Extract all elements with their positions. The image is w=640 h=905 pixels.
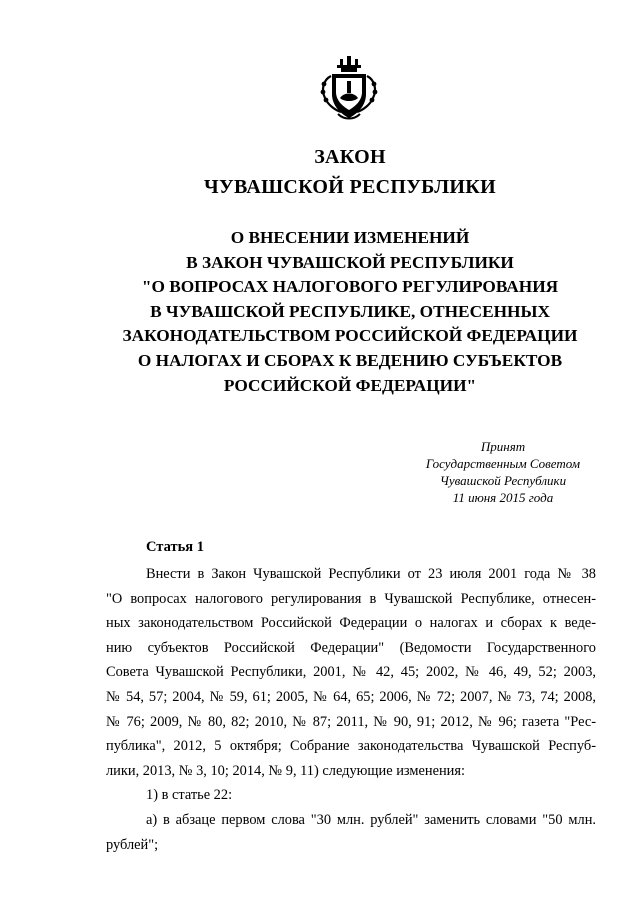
body-line: публика", 2012, 5 октября; Собрание законодательства Чувашской Респуб- [106, 738, 596, 755]
subject-line: О НАЛОГАХ И СБОРАХ К ВЕДЕНИЮ СУБЪЕКТОВ [137, 350, 563, 370]
law-subject-title [0, 226, 640, 398]
adoption-line: Государственным Советом [425, 456, 581, 471]
body-line: Внести в Закон Чувашской Республики от 23 июля 2001 года № 38 [146, 566, 596, 582]
body-line: № 76; 2009, № 80, 82; 2010, № 87; 2011, № 90, 91; 2012, № 96; газета "Рес- [106, 713, 596, 730]
article-heading: Статья 1 [146, 539, 204, 555]
body-line: рублей"; [106, 836, 159, 853]
subject-line: В ЗАКОН ЧУВАШСКОЙ РЕСПУБЛИКИ [186, 252, 514, 272]
adoption-line: Чувашской Республики [439, 473, 567, 488]
body-line: "О вопросах налогового регулирования в Чувашской Республике, отнесен- [106, 590, 596, 607]
body-line: нию субъектов Российской Федерации" (Ведомости Государственного [106, 639, 596, 656]
document-issuer-title: ЧУВАШСКОЙ РЕСПУБЛИКИ [204, 176, 496, 198]
body-line: № 54, 57; 2004, № 59, 61; 2005, № 64, 65; 2006, № 72; 2007, № 73, 74; 2008, [106, 688, 596, 705]
subject-line: "О ВОПРОСАХ НАЛОГОВОГО РЕГУЛИРОВАНИЯ [141, 277, 559, 297]
amendment-subitem: а) в абзаце первом слова "30 млн. рублей" заменить словами "50 млн. [146, 811, 596, 828]
body-line: лики, 2013, № 3, 10; 2014, № 9, 11) следующие изменения: [106, 762, 465, 779]
adoption-date: 11 июня 2015 года [452, 490, 554, 505]
subject-line: О ВНЕСЕНИИ ИЗМЕНЕНИЙ [230, 228, 470, 247]
article-body [106, 562, 596, 857]
document-type-title: ЗАКОН [314, 146, 386, 168]
amendment-item: 1) в статье 22: [146, 787, 233, 804]
subject-line: В ЧУВАШСКОЙ РЕСПУБЛИКЕ, ОТНЕСЕННЫХ [150, 301, 550, 321]
adoption-line: Принят [480, 439, 526, 454]
subject-line: ЗАКОНОДАТЕЛЬСТВОМ РОССИЙСКОЙ ФЕДЕРАЦИИ [122, 326, 578, 346]
subject-line: РОССИЙСКОЙ ФЕДЕРАЦИИ" [223, 375, 477, 395]
body-line: ных законодательством Российской Федерации о налогах и сборах к веде- [106, 615, 596, 632]
adoption-note [410, 438, 596, 506]
coat-of-arms-icon [318, 54, 380, 122]
body-line: Совета Чувашской Республики, 2001, № 42, 45; 2002, № 46, 49, 52; 2003, [106, 664, 596, 681]
